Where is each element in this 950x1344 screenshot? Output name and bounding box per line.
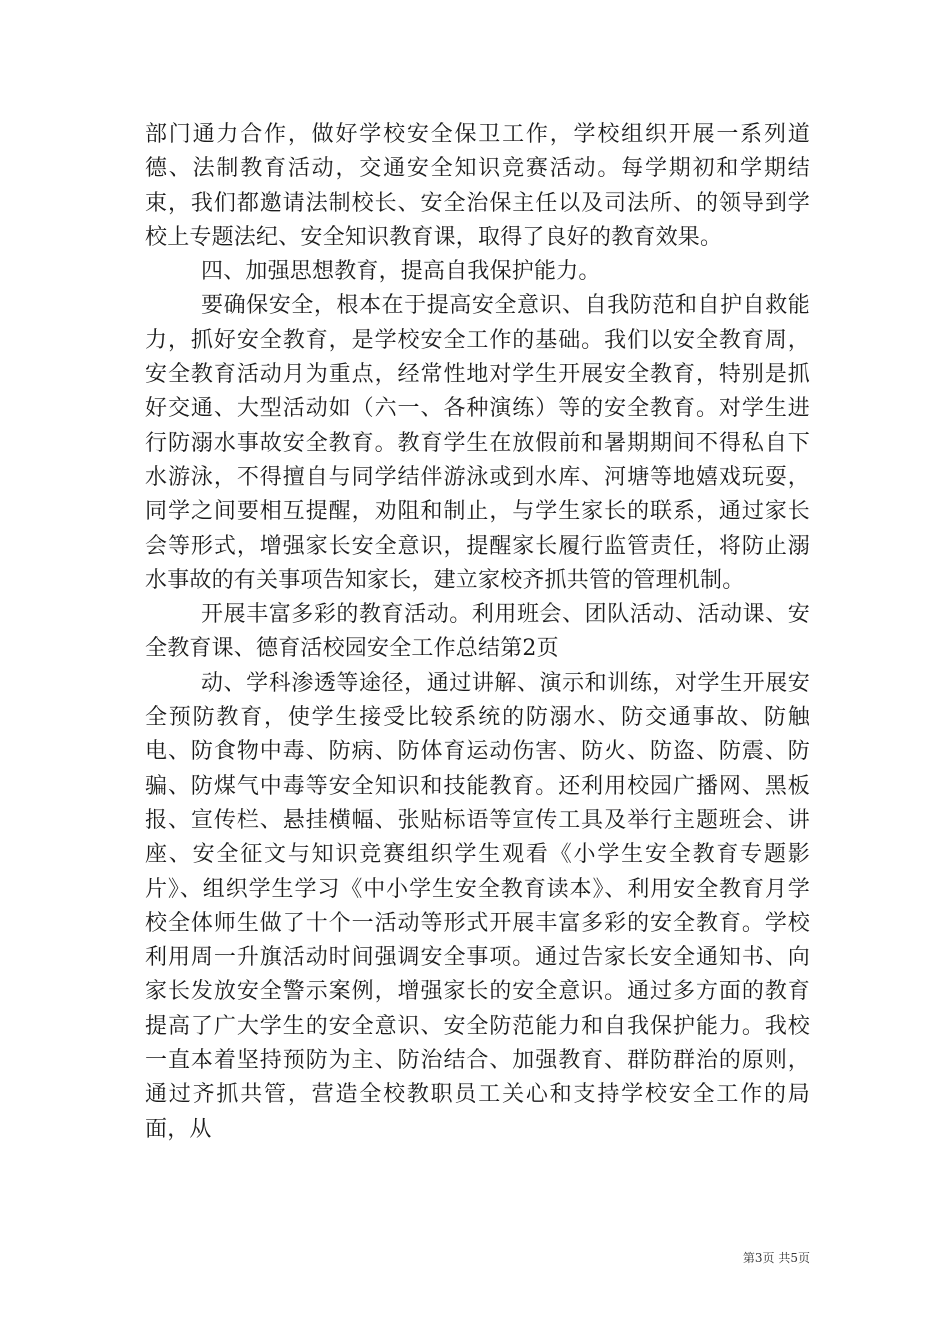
paragraph-activities: 开展丰富多彩的教育活动。利用班会、团队活动、活动课、安全教育课、德育活校园安全工作总结第2页 <box>145 602 810 662</box>
paragraph-continuation: 部门通力合作，做好学校安全保卫工作，学校组织开展一系列道德、法制教育活动，交通安全知识竞赛活动。每学期初和学期结束，我们都邀请法制校长、安全治保主任以及司法所、的领导到学校上专题法纪、安全知识教育课，取得了良好的教育效果。 <box>145 122 810 250</box>
paragraph-methods: 动、学科渗透等途径，通过讲解、演示和训练，对学生开展安全预防教育，使学生接受比较系统的防溺水、防交通事故、防触电、防食物中毒、防病、防体育运动伤害、防火、防盗、防震、防骗、防煤气中毒等安全知识和技能教育。还利用校园广播网、黑板报、宣传栏、悬挂横幅、张贴标语等宣传工具及举行主题班会、讲座、安全征文与知识竞赛组织学生观看《小学生安全教育专题影片》、组织学生学习《中小学生安全教育读本》、利用安全教育月学校全体师生做了十个一活动等形式开展丰富多彩的安全教育。学校利用周一升旗活动时间强调安全事项。通过告家长安全通知书、向家长发放安全警示案例，增强家长的安全意识。通过多方面的教育提高了广大学生的安全意识、安全防范能力和自我保护能力。我校一直本着坚持预防为主、防治结合、加强教育、群防群治的原则，通过齐抓共管，营造全校教职员工关心和支持学校安全工作的局面，从 <box>145 670 810 1142</box>
section-heading: 四、加强思想教育，提高自我保护能力。 <box>201 259 601 285</box>
paragraph-safety-education: 要确保安全，根本在于提高安全意识、自我防范和自护自救能力，抓好安全教育，是学校安全工作的基础。我们以安全教育周，安全教育活动月为重点，经常性地对学生开展安全教育，特别是抓好交通、大型活动如（六一、各种演练）等的安全教育。对学生进行防溺水事故安全教育。教育学生在放假前和暑期期间不得私自下水游泳，不得擅自与同学结伴游泳或到水库、河塘等地嬉戏玩耍，同学之间要相互提醒，劝阻和制止，与学生家长的联系，通过家长会等形式，增强家长安全意识，提醒家长履行监管责任，将防止溺水事故的有关事项告知家长，建立家校齐抓共管的管理机制。 <box>145 293 810 593</box>
document-body <box>145 118 810 1147</box>
page-number-footer: 第3页 共5页 <box>742 1251 810 1265</box>
